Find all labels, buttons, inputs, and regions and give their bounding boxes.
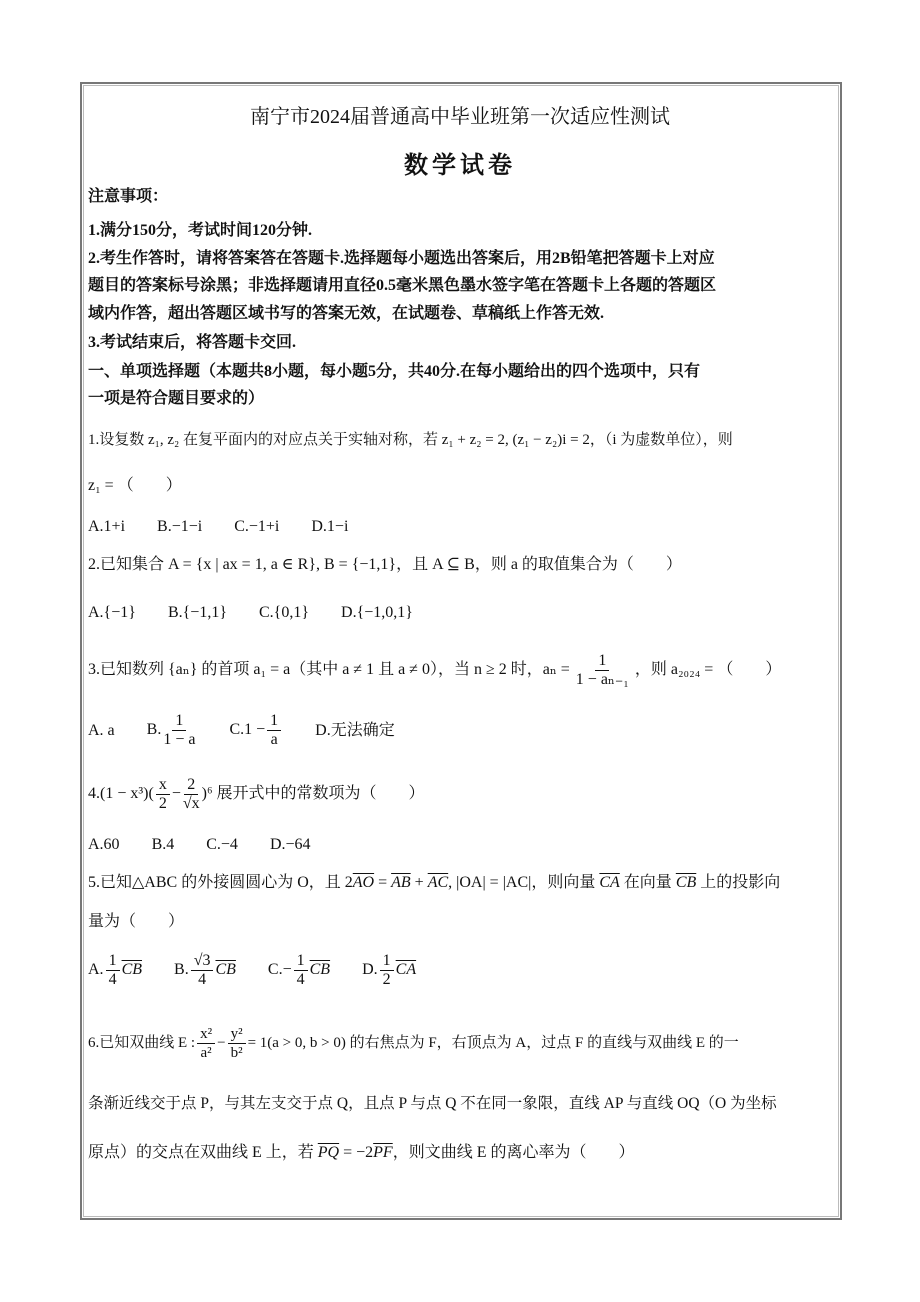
question-3-options — [88, 712, 423, 749]
vector: $\overline{CB}$ — [121, 961, 143, 979]
numerator: 1 — [172, 712, 186, 731]
vector: $\overline{CB}$ — [215, 961, 236, 979]
option-b — [147, 712, 198, 749]
denominator: a — [270, 731, 278, 748]
option-label: C.1 − — [229, 721, 266, 739]
question-5-text: 上的投影向 — [696, 874, 781, 891]
option-b: B.{−1,1} — [167, 604, 227, 622]
option-d: D.−64 — [269, 836, 311, 854]
option-b: B.4 — [151, 836, 175, 854]
numerator: 2 — [184, 776, 198, 795]
note-line: 3.考试结束后，将答题卡交回. — [88, 334, 297, 351]
fraction — [156, 776, 170, 813]
notes-heading: 注意事项： — [88, 188, 169, 205]
numerator: 1 — [267, 712, 281, 731]
question-3-text: 3.已知数列 {aₙ} 的首项 a₁ = a（其中 a ≠ 1 且 a ≠ 0），当 n ≥ 2 时，aₙ = — [88, 661, 570, 679]
question-6-cont2 — [88, 1143, 634, 1163]
question-4-prefix: 4.(1 − x³)( — [88, 785, 154, 803]
plus: + — [410, 874, 428, 891]
minus-sign: − — [171, 785, 181, 803]
fraction — [267, 712, 281, 749]
note-line: 2.考生作答时，请将答案答在答题卡.选择题每小题选出答案后，用2B铅笔把答题卡上对应 — [88, 250, 715, 267]
question-3-text-end: ，则 a₂₀₂₄ = （ ） — [634, 661, 782, 679]
note-line: 1.满分150分，考试时间120分钟. — [88, 222, 313, 239]
question-5-text: 5.已知△ABC 的外接圆圆心为 O，且 2 — [88, 874, 353, 891]
question-6-text: = 1(a > 0, b > 0) 的右焦点为 F，右顶点为 A，过点 F 的直线与双曲线 E 的一 — [247, 1034, 739, 1051]
denominator: 1 − aₙ₋₁ — [575, 671, 629, 688]
question-4 — [88, 776, 425, 813]
note-line: 题目的答案标号涂黑；非选择题请用直径0.5毫米黑色墨水签字笔在答题卡上各题的答题区 — [88, 277, 717, 294]
option-c — [268, 952, 330, 989]
option-d — [362, 952, 416, 989]
question-6-text: ，则文曲线 E 的离心率为（ ） — [392, 1144, 635, 1161]
question-5-cont: 量为（ ） — [88, 913, 185, 930]
equals: = — [374, 874, 392, 891]
exam-title: 南宁市2024届普通高中毕业班第一次适应性测试 — [250, 106, 670, 128]
question-6-text: 原点）的交点在双曲线 E 上，若 — [88, 1144, 318, 1161]
option-label: A. — [88, 961, 104, 979]
option-a: A.1+i — [88, 518, 126, 536]
question-4-suffix: )⁶ 展开式中的常数项为（ ） — [201, 785, 425, 803]
option-c: C.{0,1} — [259, 604, 310, 622]
question-5 — [88, 873, 780, 893]
denominator: 2 — [382, 971, 391, 988]
numerator: 1 — [106, 952, 120, 971]
numerator: x — [156, 776, 170, 795]
denominator: 2 — [158, 795, 167, 812]
option-c: C.−1+i — [234, 518, 280, 536]
vector: $\overline{CA}$ — [395, 961, 417, 979]
denominator: 4 — [296, 971, 305, 988]
question-2-options — [88, 603, 441, 623]
note-line: 域内作答，超出答题区域书写的答案无效，在试题卷、草稿纸上作答无效. — [88, 305, 605, 322]
option-d: D.无法确定 — [315, 721, 395, 739]
option-c — [229, 712, 283, 749]
vector: $\overline{PQ}$ — [317, 1144, 340, 1161]
section-heading: 一、单项选择题（本题共8小题，每小题5分，共40分.在每小题给出的四个选项中，只有 — [88, 363, 701, 380]
question-4-options — [88, 835, 339, 855]
denominator: a² — [200, 1045, 212, 1061]
question-1-options — [88, 517, 376, 537]
fraction — [228, 1025, 246, 1062]
option-label: C.− — [267, 961, 292, 979]
vector: $\overline{AB}$ — [391, 874, 411, 891]
numerator: 1 — [294, 952, 308, 971]
denominator: 4 — [108, 971, 117, 988]
question-3 — [88, 652, 781, 689]
option-a — [88, 952, 142, 989]
question-2: 2.已知集合 A = {x | ax = 1, a ∈ R}, B = {−1,1}，且 A ⊆ B，则 a 的取值集合为（ ） — [88, 556, 682, 573]
denominator: 1 − a — [163, 731, 196, 748]
question-5-text: 在向量 — [619, 874, 676, 891]
fraction — [197, 1025, 215, 1062]
option-a: A. a — [88, 721, 115, 739]
section-heading-cont: 一项是符合题目要求的） — [88, 390, 265, 407]
question-6 — [88, 1025, 739, 1062]
numerator: y² — [228, 1025, 246, 1044]
question-6-text: = −2 — [339, 1144, 374, 1161]
numerator: x² — [197, 1025, 215, 1044]
vector: $\overline{PF}$ — [373, 1144, 393, 1161]
numerator: 1 — [380, 952, 394, 971]
option-d: D.1−i — [311, 518, 349, 536]
question-1: 1.设复数 z₁, z₂ 在复平面内的对应点关于实轴对称，若 z₁ + z₂ = 2, (z₁ − z₂)i = 2，（i 为虚数单位），则 — [88, 432, 733, 448]
option-a: A.60 — [88, 836, 120, 854]
option-d: D.{−1,0,1} — [341, 604, 413, 622]
fraction — [294, 952, 308, 989]
question-5-text: , |OA| = |AC|，则向量 — [448, 874, 600, 891]
option-b — [174, 952, 236, 989]
question-5-options — [88, 952, 444, 989]
option-label: D. — [362, 961, 378, 979]
fraction — [163, 712, 195, 749]
denominator: b² — [230, 1045, 243, 1061]
numerator: √3 — [191, 952, 214, 971]
option-label: B. — [174, 961, 189, 979]
fraction — [576, 652, 629, 689]
fraction — [380, 952, 394, 989]
option-c: C.−4 — [206, 836, 238, 854]
vector: $\overline{CA}$ — [599, 874, 620, 891]
question-1-cont: z₁ = （ ） — [88, 477, 182, 494]
fraction — [183, 776, 200, 813]
vector: $\overline{CB}$ — [675, 874, 697, 891]
numerator: 1 — [595, 652, 609, 671]
question-6-cont: 条渐近线交于点 P，与其左支交于点 Q，且点 P 与点 Q 不在同一象限，直线 AP 与直线 OQ（O 为坐标 — [88, 1095, 777, 1112]
minus-sign: − — [217, 1034, 226, 1051]
subject-heading: 数学试卷 — [404, 153, 516, 179]
denominator: √x — [182, 795, 200, 812]
option-label: B. — [146, 721, 162, 739]
question-6-text: 6.已知双曲线 E : — [88, 1034, 196, 1051]
fraction — [106, 952, 120, 989]
fraction — [191, 952, 214, 989]
vector: $\overline{AO}$ — [352, 874, 375, 891]
denominator: 4 — [198, 971, 207, 988]
vector: $\overline{AC}$ — [427, 874, 449, 891]
vector: $\overline{CB}$ — [309, 961, 331, 979]
option-a: A.{−1} — [88, 604, 136, 622]
option-b: B.−1−i — [157, 518, 203, 536]
